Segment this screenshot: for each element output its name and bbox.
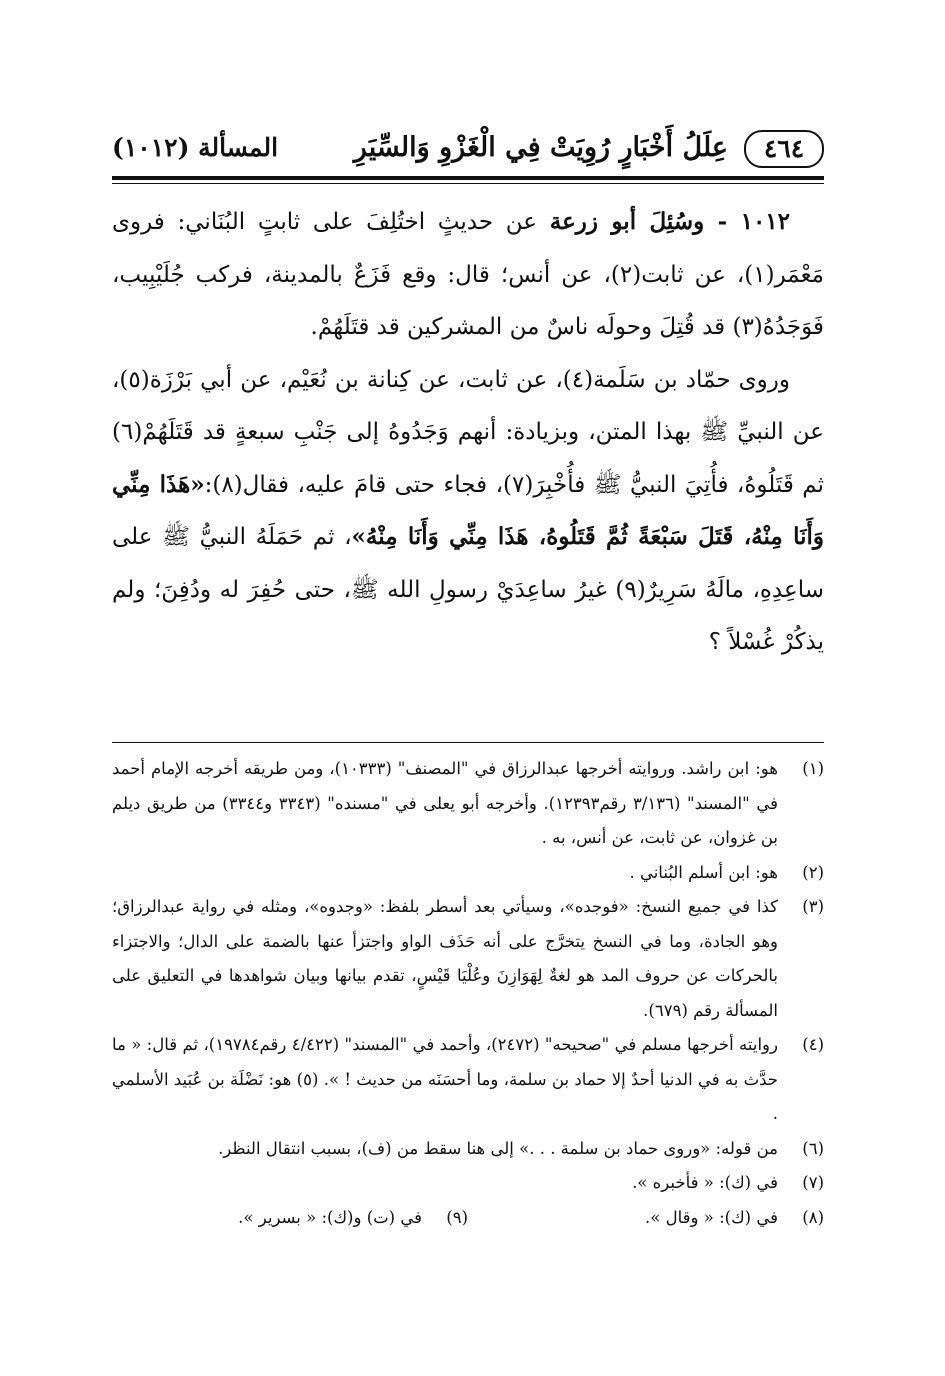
question-lead: ١٠١٢ - وسُئِلَ أبو زرعة <box>549 208 791 235</box>
footnote-number: (٩) <box>446 1207 468 1227</box>
footnote-5-text: هو: نَضْلَة بن عُبَيد الأسلمي . <box>112 1069 778 1123</box>
footnote-text <box>112 1028 778 1132</box>
footnote-number: (٨) <box>802 1207 824 1227</box>
footnote-4-text: روايته أخرجها مسلم في "صحيحه" (٢٤٧٢)، وأحمد في "المسند" (٤/٤٢٢ رقم١٩٧٨٤)، ثم قال: « ما حدَّث به في الدنيا أحدٌ إلا حماد بن سلمة، وما أحسَنَه من حديث ! ». <box>112 1035 778 1089</box>
running-title: عِلَلُ أَخْبَارٍ رُوِيَتْ فِي الْغَزْوِ وَالسِّيَرِ <box>353 132 728 163</box>
footnote <box>112 890 824 1028</box>
footnote-number: (٥) <box>296 1069 319 1089</box>
footnote-separator <box>112 742 824 743</box>
footnote-text: هو: ابن أسلم البُناني . <box>629 862 778 882</box>
footnote-text: في (ك): « فأخبره ». <box>632 1173 778 1192</box>
footnotes <box>112 752 824 1235</box>
footnote <box>112 752 824 856</box>
prophetic-quote: «هَذَا مِنِّي وَأَنَا مِنْهُ، قَتَلَ سَبْعَةً ثُمَّ قَتَلُوهُ، هَذَا مِنِّي وَأَنَا مِنْهُ» <box>112 470 824 550</box>
paragraph-2-end: ، ثم حَمَلَهُ النبيُّ ﷺ على ساعِدِهِ، مالَهُ سَرِيرٌ(٩) غيرُ ساعِدَيْ رسولِ الله ﷺ، حتى حُفِرَ له ودُفِنَ؛ ولم يذكُرْ غُسْلاً ؟ <box>112 524 824 655</box>
paragraph-1 <box>112 196 824 354</box>
paragraph-2-start: وروى حمّاد بن سَلَمة(٤)، عن ثابت، عن كِنانة بن نُعَيْم، عن أبي بَرْزَة(٥)، عن النبيِّ ﷺ بهذا المتن، وبزيادة: أنهم وَجَدُوهُ إلى جَنْبِ سبعةٍ قد قَتَلَهُمْ(٦) ثم قَتَلُوهُ، فأُتِيَ النبيُّ ﷺ فأُخْبِرَ(٧)، فجاء حتى قامَ عليه، فقال(٨): <box>112 366 825 498</box>
footnote <box>112 1201 468 1236</box>
footnote <box>112 1028 824 1132</box>
footnote-text: هو: ابن راشد. وروايته أخرجها عبدالرزاق في "المصنف" (١٠٣٣٣)، ومن طريقه أخرجه الإمام أحمد في "المسند" (٣/١٣٦ رقم١٢٣٩٣). وأخرجه أبو يعلى في "مسنده" (٣٣٤٣ و٣٣٤٤) من طريق ديلم بن غزوان، عن ثابت، عن أنس، به . <box>112 759 778 847</box>
footnote-text: في (ت) و(ك): « بسرير ». <box>238 1207 422 1227</box>
footnote-text: في (ك): « وقال ». <box>645 1207 778 1227</box>
footnote <box>112 1132 824 1167</box>
paragraph-2 <box>112 354 824 669</box>
footnote-number: (٧) <box>802 1173 824 1192</box>
footnote <box>112 856 824 891</box>
footnote-text: من قوله: «وروى حماد بن سلمة . . .» إلى هنا سقط من (ف)، بسبب انتقال النظر. <box>218 1138 778 1158</box>
footnote <box>112 1166 824 1201</box>
page-number-badge: ٤٦٤ <box>744 130 824 168</box>
header-rule-thin <box>112 183 824 184</box>
paragraph-1-text: عن حديثٍ اختُلِفَ على ثابتٍ البُنَاني: فروى مَعْمَر(١)، عن ثابت(٢)، عن أنس؛ قال: وقع فَزَعٌ بالمدينة، فركب جُلَيْبِيب، فَوَجَدُهُ(٣) قد قُتِلَ وحولَه ناسٌ من المشركين قد قتَلَهُمْ. <box>112 209 824 340</box>
footnote-number: (٢) <box>802 862 824 882</box>
footnote-pair <box>112 1201 824 1236</box>
section-label: المسألة (١٠١٢) <box>112 133 279 162</box>
footnote-number: (٤) <box>802 1035 824 1054</box>
main-text <box>112 196 824 669</box>
footnote-number: (١) <box>802 759 824 778</box>
footnote-number: (٣) <box>802 897 824 916</box>
header-rule-thick <box>112 176 824 180</box>
footnote-number: (٦) <box>802 1138 824 1158</box>
footnote <box>468 1201 824 1236</box>
footnote-text: كذا في جميع النسخ: «فوجده»، وسيأتي بعد أسطر بلفظ: «وجدوه»، ومثله في رواية عبدالرزاق؛ وهو الجادة، وما في النسخ يتخرَّج على أنه حَذَف الواو واجتزأ عنها بالضمة على الدال؛ والاجتزاء بالحركات عن حروف المد هو لغةٌ لِهَوَازِنَ وعُلْيَا قَيْسٍ، تقدم بيانها وبيان شواهدها في التعليق على المسألة رقم (٦٧٩). <box>112 897 778 1020</box>
page-header <box>112 128 824 172</box>
